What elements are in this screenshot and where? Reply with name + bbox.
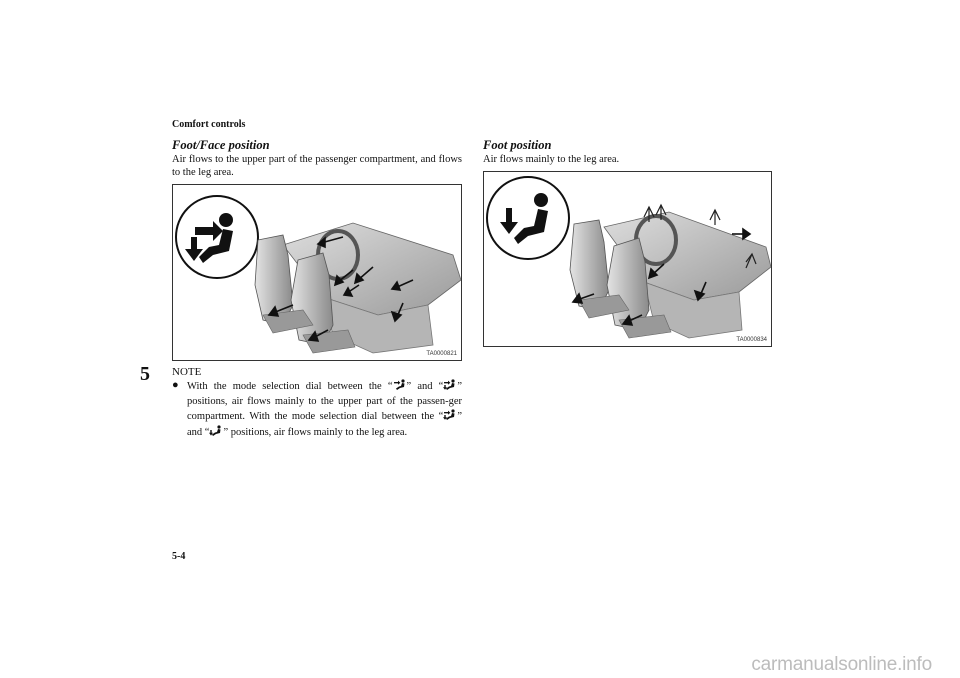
note-text: With the mode selection dial between the “ ” and “ ” positions, air flows mainly to the upper part of the passen-ger compartment. With the mode selection dial between the “ ” and “ ” positions, air flows mainly to the leg area. — [187, 381, 463, 438]
page-number: 5-4 — [172, 551, 186, 562]
watermark: carmanualsonline.info — [751, 654, 932, 675]
car-interior-illustration — [173, 185, 461, 360]
foot-face-vent-icon — [443, 379, 457, 390]
figure-foot-airflow — [483, 171, 772, 347]
chapter-tab: 5 — [140, 363, 150, 385]
figure-code: TA0000834 — [736, 337, 767, 343]
foot-face-mode-icon — [176, 196, 258, 278]
car-interior-illustration — [484, 172, 771, 346]
foot-mode-icon — [487, 177, 569, 259]
foot-face-description: Air flows to the upper part of the passenger compartment, and flows to the leg area. — [172, 154, 462, 178]
figure-code: TA0000821 — [426, 351, 457, 357]
foot-face-vent-icon — [443, 409, 457, 420]
note-title: NOTE — [172, 366, 202, 378]
bullet-icon: ● — [172, 379, 179, 391]
foot-vent-icon — [209, 425, 223, 436]
heading-foot-position: Foot position — [483, 138, 552, 152]
foot-description: Air flows mainly to the leg area. — [483, 154, 620, 165]
section-header: Comfort controls — [172, 119, 246, 130]
face-vent-icon — [393, 379, 407, 390]
figure-foot-face-airflow — [172, 184, 462, 361]
note-item — [172, 379, 462, 449]
heading-foot-face-position: Foot/Face position — [172, 138, 270, 152]
